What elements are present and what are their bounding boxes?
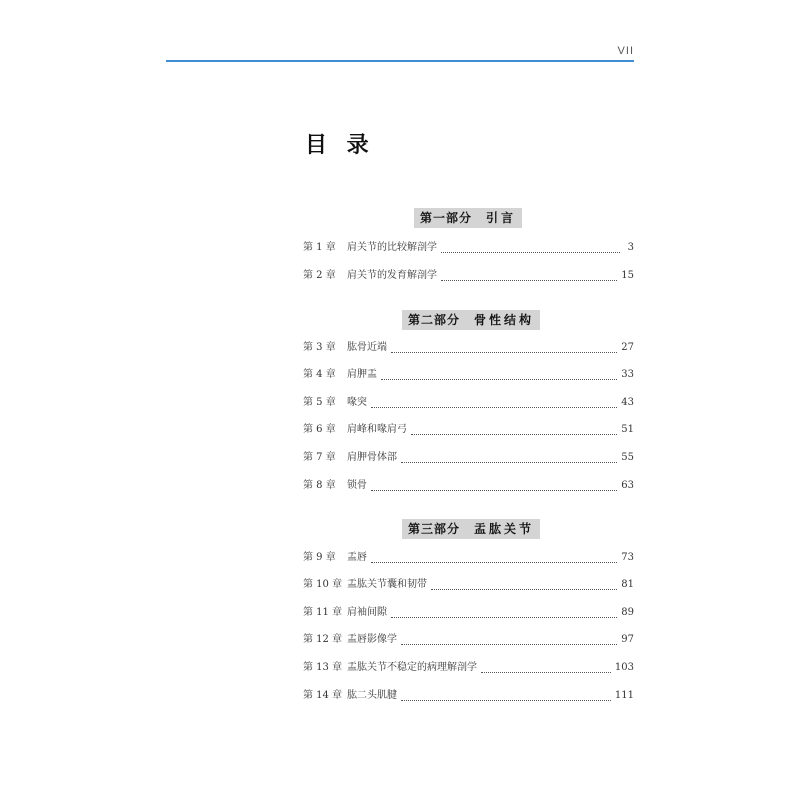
chapter-title: 肩胛骨体部 bbox=[347, 452, 397, 463]
chapter-number: 第 14 章 bbox=[303, 690, 343, 701]
chapter-page: 3 bbox=[627, 242, 634, 253]
chapter-number: 第 13 章 bbox=[303, 662, 343, 673]
leader-dots bbox=[371, 397, 617, 408]
part-name: 引言 bbox=[486, 211, 517, 225]
chapter-page: 111 bbox=[614, 690, 634, 701]
leader-dots bbox=[391, 342, 617, 353]
leader-dots bbox=[391, 607, 617, 618]
part-number: 第二部分 bbox=[408, 313, 461, 327]
part-number: 第一部分 bbox=[420, 211, 473, 225]
leader-dots bbox=[371, 480, 617, 491]
chapter-page: 33 bbox=[621, 369, 634, 380]
toc-row[interactable] bbox=[303, 605, 634, 621]
page-number: VII bbox=[617, 45, 634, 57]
chapter-page: 89 bbox=[621, 607, 634, 618]
toc-row[interactable] bbox=[303, 577, 634, 593]
chapter-number: 第 7 章 bbox=[303, 452, 336, 463]
toc-row[interactable] bbox=[303, 632, 634, 648]
chapter-page: 27 bbox=[621, 342, 634, 353]
toc-row[interactable] bbox=[303, 268, 634, 284]
chapter-number: 第 6 章 bbox=[303, 424, 336, 435]
chapter-page: 63 bbox=[621, 480, 634, 491]
toc-row[interactable] bbox=[303, 660, 634, 676]
chapter-title: 肩袖间隙 bbox=[347, 607, 387, 618]
chapter-number: 第 9 章 bbox=[303, 552, 336, 563]
part-name: 盂肱关节 bbox=[474, 522, 535, 536]
chapter-page: 15 bbox=[621, 270, 634, 281]
page-title: 目 录 bbox=[305, 133, 375, 158]
toc-row[interactable] bbox=[303, 550, 634, 566]
part-heading bbox=[402, 519, 540, 539]
chapter-number: 第 12 章 bbox=[303, 634, 343, 645]
chapter-title: 盂唇 bbox=[347, 552, 367, 563]
chapter-title: 肩峰和喙肩弓 bbox=[347, 424, 407, 435]
chapter-page: 55 bbox=[621, 452, 634, 463]
chapter-number: 第 2 章 bbox=[303, 270, 336, 281]
chapter-number: 第 1 章 bbox=[303, 242, 336, 253]
chapter-title: 肩关节的发育解剖学 bbox=[347, 270, 437, 281]
part-heading bbox=[414, 208, 522, 228]
toc-row[interactable] bbox=[303, 240, 634, 256]
leader-dots bbox=[401, 690, 611, 701]
leader-dots bbox=[371, 552, 617, 563]
chapter-title: 肱二头肌腱 bbox=[347, 690, 397, 701]
toc-row[interactable] bbox=[303, 688, 634, 704]
toc-row[interactable] bbox=[303, 422, 634, 438]
chapter-page: 73 bbox=[621, 552, 634, 563]
chapter-title: 盂唇影像学 bbox=[347, 634, 397, 645]
chapter-page: 81 bbox=[621, 579, 634, 590]
chapter-title: 盂肱关节囊和韧带 bbox=[347, 579, 427, 590]
toc-row[interactable] bbox=[303, 395, 634, 411]
toc-row[interactable] bbox=[303, 478, 634, 494]
toc-row[interactable] bbox=[303, 450, 634, 466]
chapter-title: 肱骨近端 bbox=[347, 342, 387, 353]
leader-dots bbox=[401, 634, 617, 645]
chapter-title: 锁骨 bbox=[347, 480, 367, 491]
toc-row[interactable] bbox=[303, 367, 634, 383]
chapter-title: 肩胛盂 bbox=[347, 369, 377, 380]
chapter-page: 51 bbox=[621, 424, 634, 435]
chapter-page: 103 bbox=[614, 662, 634, 673]
leader-dots bbox=[431, 579, 617, 590]
chapter-number: 第 11 章 bbox=[303, 607, 343, 618]
chapter-number: 第 8 章 bbox=[303, 480, 336, 491]
leader-dots bbox=[441, 270, 617, 281]
leader-dots bbox=[441, 242, 620, 253]
chapter-title: 肩关节的比较解剖学 bbox=[347, 242, 437, 253]
chapter-number: 第 10 章 bbox=[303, 579, 343, 590]
chapter-number: 第 4 章 bbox=[303, 369, 336, 380]
header-rule bbox=[166, 60, 634, 62]
chapter-page: 43 bbox=[621, 397, 634, 408]
leader-dots bbox=[411, 424, 617, 435]
chapter-title: 盂肱关节不稳定的病理解剖学 bbox=[347, 662, 477, 673]
leader-dots bbox=[401, 452, 617, 463]
part-name: 骨性结构 bbox=[474, 313, 535, 327]
leader-dots bbox=[381, 369, 617, 380]
chapter-number: 第 3 章 bbox=[303, 342, 336, 353]
leader-dots bbox=[481, 662, 611, 673]
chapter-number: 第 5 章 bbox=[303, 397, 336, 408]
toc-row[interactable] bbox=[303, 340, 634, 356]
chapter-title: 喙突 bbox=[347, 397, 367, 408]
chapter-page: 97 bbox=[621, 634, 634, 645]
part-heading bbox=[402, 310, 540, 330]
part-number: 第三部分 bbox=[408, 522, 461, 536]
